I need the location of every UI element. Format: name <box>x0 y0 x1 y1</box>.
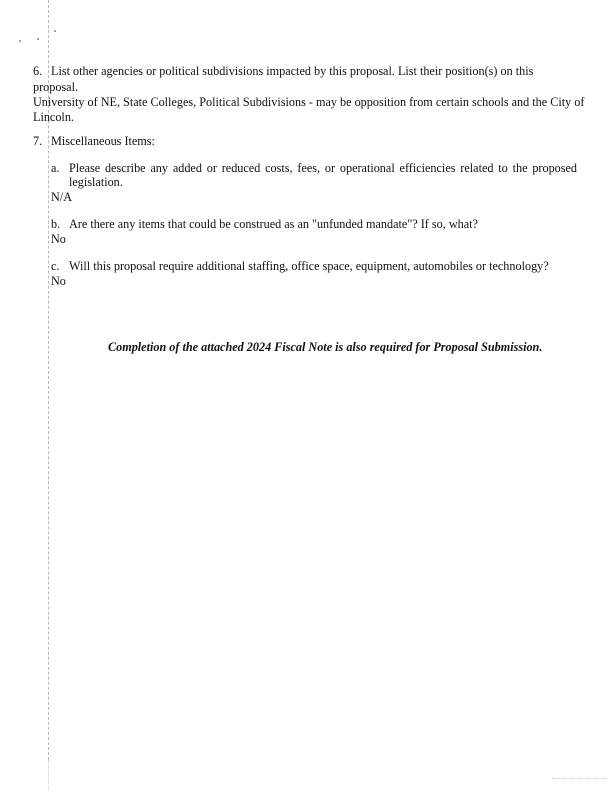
item-c-letter: c. <box>51 259 60 273</box>
section-6-question-line2: proposal. <box>33 80 79 94</box>
item-b-answer: No <box>51 232 66 246</box>
item-b-letter: b. <box>51 217 61 231</box>
fiscal-note-requirement: Completion of the attached 2024 Fiscal Note is also required for Proposal Submission. <box>108 340 543 354</box>
section-6-answer-line1: University of NE, State Colleges, Political Subdivisions - may be opposition from certain schools and the City of <box>33 95 585 109</box>
section-6-number: 6. <box>33 64 43 78</box>
item-b-question: Are there any items that could be construed as an "unfunded mandate"? If so, what? <box>69 217 478 231</box>
item-a-letter: a. <box>51 161 60 175</box>
scan-footer-mark <box>552 778 608 779</box>
item-c-answer: No <box>51 274 66 288</box>
scan-speck <box>37 38 39 40</box>
section-6-question-line1: List other agencies or political subdivisions impacted by this proposal. List their position(s) on this <box>51 64 534 78</box>
scan-speck <box>54 30 56 32</box>
section-7-number: 7. <box>33 134 43 148</box>
item-c-question: Will this proposal require additional staffing, office space, equipment, automobiles or technology? <box>69 259 549 273</box>
scan-margin-line-lower <box>48 760 49 790</box>
section-7-heading: Miscellaneous Items: <box>51 134 155 148</box>
item-a-answer: N/A <box>51 190 72 204</box>
section-6-answer-line2: Lincoln. <box>33 110 74 124</box>
scan-speck <box>19 40 21 42</box>
item-a-question: Please describe any added or reduced costs, fees, or operational efficiencies related to the proposed legislation. <box>69 161 577 189</box>
